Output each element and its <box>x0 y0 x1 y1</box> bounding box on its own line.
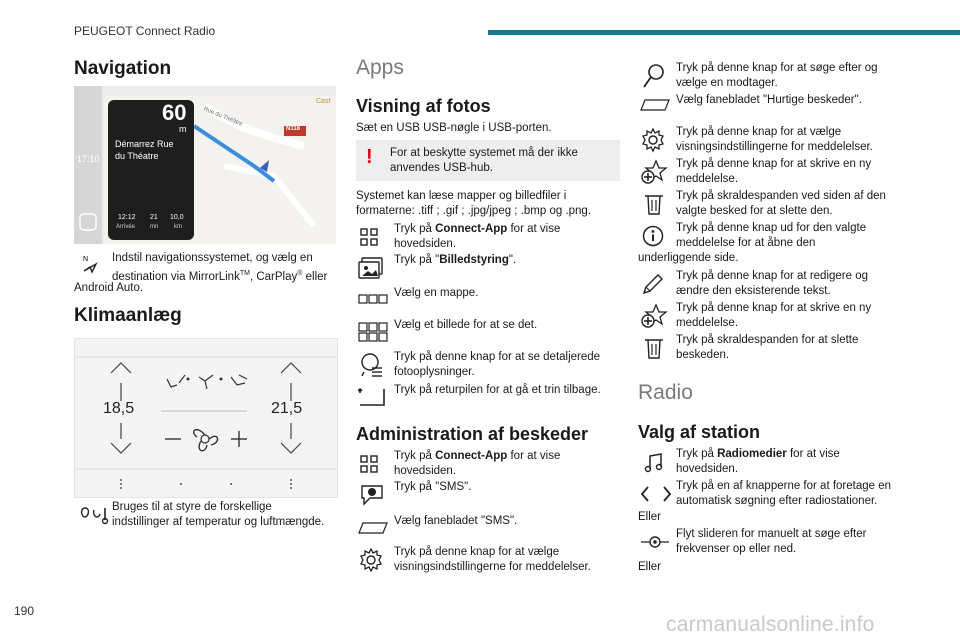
r4-text: Vælg et billede for at se det. <box>394 319 538 331</box>
note-line2: anvendes USB-hub. <box>390 162 493 174</box>
nav-text-line2c: eller <box>302 270 328 283</box>
sms-bubble-icon <box>360 484 386 510</box>
new-message-star-icon <box>640 303 666 329</box>
s6-line1: Tryk på denne knap ud for den valgte <box>676 222 867 234</box>
r2-text-b: Billedstyring <box>439 254 509 266</box>
nav-eta-min: 21 <box>150 214 158 221</box>
r5-line2: fotooplysninger. <box>394 366 475 378</box>
s8-line2: meddelelse. <box>676 317 739 329</box>
settings-gear-icon <box>358 547 384 573</box>
nav-instruction <box>115 138 174 162</box>
s3-line2: visningsindstillingerne for meddelelser. <box>676 141 873 153</box>
pencil-icon <box>642 273 668 299</box>
r1-text-line2: hovedsiden. <box>394 238 457 250</box>
m2-text: Tryk på "SMS". <box>394 481 472 493</box>
navigation-arrow-icon <box>82 254 108 280</box>
s9-line1: Tryk på skraldespanden for at slette <box>676 334 859 346</box>
m4-line1: Tryk på denne knap for at vælge <box>394 546 560 558</box>
back-arrow-icon <box>358 387 384 413</box>
nav-eta-km: 10,0 <box>170 214 184 221</box>
folder-row-icon <box>358 294 384 320</box>
nav-text-line2b: , CarPlay <box>249 270 298 283</box>
station-heading: Valg af station <box>638 422 761 442</box>
m3-text: Vælg fanebladet "SMS". <box>394 515 518 527</box>
usb-hub-note <box>356 140 620 181</box>
or-text-1: Eller <box>638 511 662 523</box>
m1-text-b: Connect-App <box>435 450 508 462</box>
s2-text: Vælg fanebladet "Hurtige beskeder". <box>676 94 862 106</box>
s5-line1: Tryk på skraldespanden ved siden af den <box>676 190 886 202</box>
nav-reg: ® <box>297 270 303 277</box>
radio-heading: Radio <box>638 381 693 404</box>
image-gallery-icon <box>358 257 384 283</box>
tab-icon <box>358 522 384 548</box>
photos-intro: Sæt en USB USB-nøgle i USB-porten. <box>356 122 552 134</box>
climate-fan-icon <box>78 506 104 532</box>
climate-text-line1: Bruges til at styre de forskellige <box>112 501 272 513</box>
formats-line2: formaterne: .tiff ; .gif ; .jpg/jpeg ; .bmp og .png. <box>356 205 592 217</box>
s5-line2: valgte besked for at slette den. <box>676 205 833 217</box>
grid-apps-icon <box>360 228 386 254</box>
nav-eta-min-label: mn <box>150 224 159 230</box>
nav-text-line1: Indstil navigationssystemet, og vælg en <box>112 252 313 264</box>
grid-apps-icon <box>360 455 386 481</box>
photos-heading: Visning af fotos <box>356 96 491 116</box>
t1-text-b: Radiomedier <box>717 448 787 460</box>
running-header: PEUGEOT Connect Radio <box>74 24 216 38</box>
r2-text-c: ". <box>508 254 517 266</box>
nav-distance: 60 <box>162 100 187 125</box>
t3-line2: frekvenser op eller ned. <box>676 543 797 555</box>
climate-text-line2: indstillinger af temperatur og luftmængde. <box>112 516 325 528</box>
nav-eta-label: Arrivée <box>116 224 136 230</box>
s4-line2: meddelelse. <box>676 173 739 185</box>
svg-text:N: N <box>83 256 89 263</box>
watermark: carmanualsonline.info <box>666 613 875 636</box>
nav-text-line3: Android Auto. <box>74 282 144 294</box>
note-line1: For at beskytte systemet må der ikke <box>390 147 578 159</box>
slider-icon <box>640 535 666 561</box>
t1-text-c: for at vise <box>786 448 840 460</box>
s6-line2: meddelelse for at åbne den <box>676 237 816 249</box>
nav-eta-time: 12:12 <box>118 214 136 221</box>
new-message-star-icon <box>640 159 666 185</box>
s9-line2: beskeden. <box>676 349 730 361</box>
t1-text-a: Tryk på <box>676 448 718 460</box>
m1-text-line2: hovedsiden. <box>394 465 457 477</box>
warning-icon: ! <box>366 146 373 168</box>
search-icon <box>642 63 668 89</box>
page-number: 190 <box>14 604 35 618</box>
or-text-2: Eller <box>638 561 662 573</box>
r2-text-a: Tryk på " <box>394 254 440 266</box>
s1-line1: Tryk på denne knap for at søge efter og <box>676 62 878 74</box>
nav-tm: TM <box>239 270 250 277</box>
prev-next-chevrons-icon <box>640 485 666 511</box>
climate-screen-image <box>74 338 338 498</box>
r1-text-c: for at vise <box>507 223 561 235</box>
nav-instruction-line2: du Théatre <box>115 151 159 161</box>
m4-line2: visningsindstillingerne for meddelelser. <box>394 561 591 573</box>
formats-text <box>356 189 591 219</box>
t2-line1: Tryk på en af knapperne for at foretage en <box>676 480 892 492</box>
climate-temp-left: 18,5 <box>103 400 135 417</box>
navigation-heading: Navigation <box>74 58 172 79</box>
m1-text-c: for at vise <box>507 450 561 462</box>
s3-line1: Tryk på denne knap for at vælge <box>676 126 842 138</box>
photo-info-icon <box>358 352 384 378</box>
music-note-icon <box>644 453 670 479</box>
t2-line2: automatisk søgning efter radiostationer. <box>676 495 878 507</box>
r6-text: Tryk på returpilen for at gå et trin tilbage. <box>394 384 601 396</box>
trash-icon <box>644 337 670 363</box>
s8-line1: Tryk på denne knap for at skrive en ny <box>676 302 872 314</box>
settings-gear-icon <box>640 127 666 153</box>
nav-instruction-line1: Démarrez Rue <box>115 139 174 149</box>
s6-line3: underliggende side. <box>638 252 739 264</box>
nav-clock: 17:10 <box>77 154 100 164</box>
s7-line2: ændre den eksisterende tekst. <box>676 285 831 297</box>
tab-icon <box>640 99 666 125</box>
r1-text-a: Tryk på <box>394 223 436 235</box>
header-accent-bar <box>488 30 960 35</box>
t1-text-line2: hovedsiden. <box>676 463 739 475</box>
messages-heading: Administration af beskeder <box>356 424 589 444</box>
climate-temp-right: 21,5 <box>271 400 303 417</box>
s4-line1: Tryk på denne knap for at skrive en ny <box>676 158 872 170</box>
nav-road-label: N118 <box>286 126 301 132</box>
nav-distance-unit: m <box>179 124 187 134</box>
image-grid-icon <box>358 322 384 348</box>
apps-heading: Apps <box>356 56 404 79</box>
r5-line1: Tryk på denne knap for at se detaljerede <box>394 351 601 363</box>
s1-line2: vælge en modtager. <box>676 77 778 89</box>
climate-heading: Klimaanlæg <box>74 305 182 326</box>
r1-text-b: Connect-App <box>435 223 508 235</box>
m1-text-a: Tryk på <box>394 450 436 462</box>
nav-text-line2: destination via MirrorLink <box>112 270 240 283</box>
navigation-screen-image <box>74 86 336 244</box>
formats-line1: Systemet kan læse mapper og billedfiler i <box>356 190 567 202</box>
nav-place-label: Cast <box>316 98 331 105</box>
s7-line1: Tryk på denne knap for at redigere og <box>676 270 868 282</box>
info-icon <box>642 225 668 251</box>
r3-text: Vælg en mappe. <box>394 287 479 299</box>
nav-street-label: Rue du Théâtre <box>202 106 244 128</box>
nav-eta-km-label: km <box>174 224 182 230</box>
t3-line1: Flyt slideren for manuelt at søge efter <box>676 528 867 540</box>
trash-icon <box>644 193 670 219</box>
